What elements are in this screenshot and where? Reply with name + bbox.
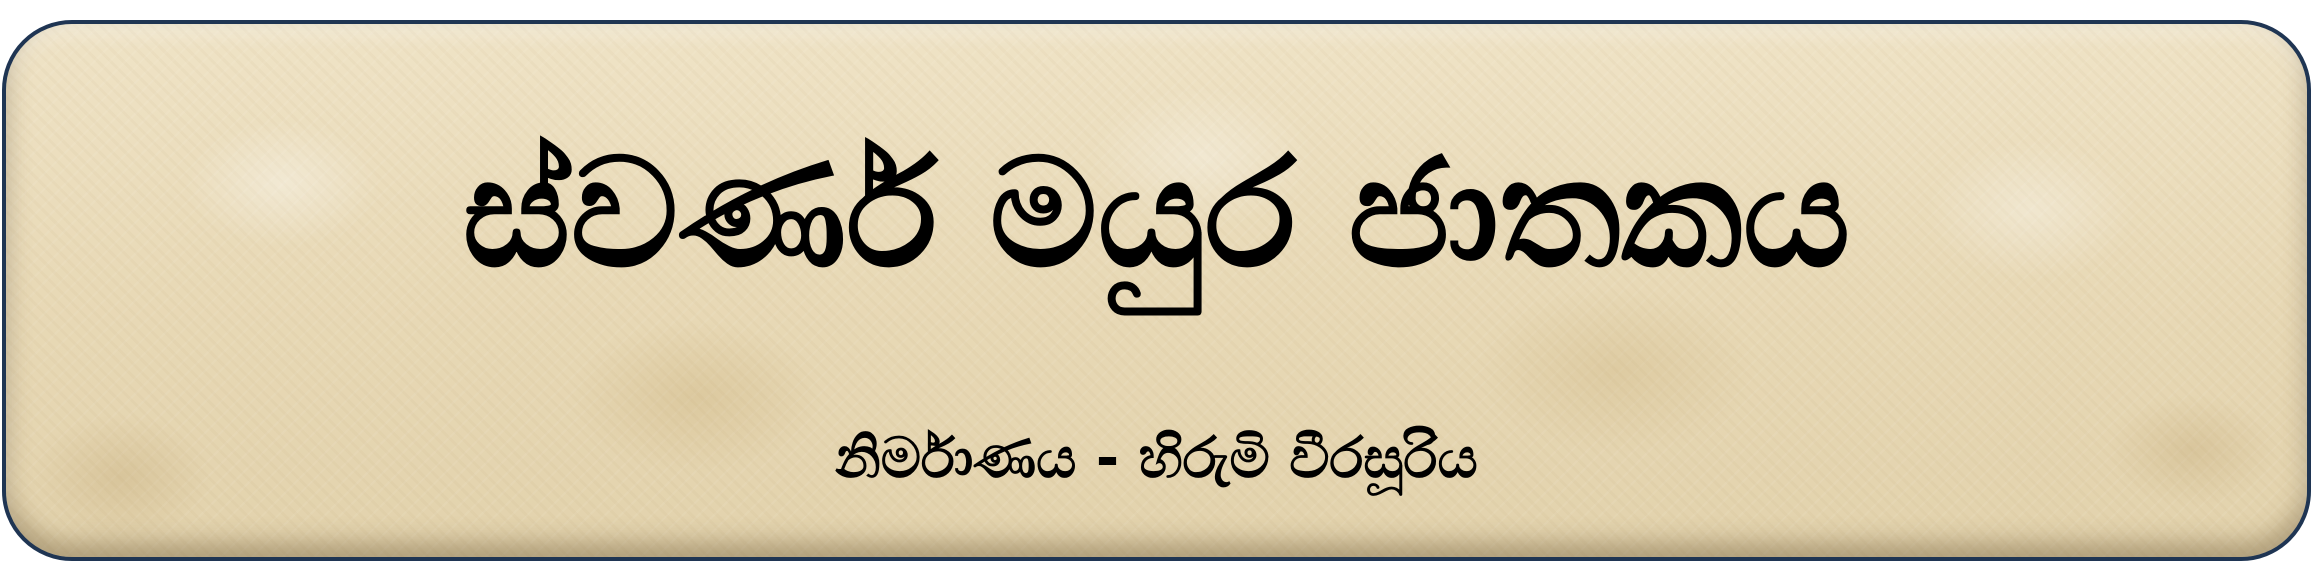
banner-title: ස්වර්ණ මයුර ජාතකය bbox=[462, 127, 1851, 301]
title-banner bbox=[2, 20, 2311, 561]
banner-subtitle: නිර්මාණය - හිරුමි වීරසූරිය bbox=[835, 426, 1478, 491]
